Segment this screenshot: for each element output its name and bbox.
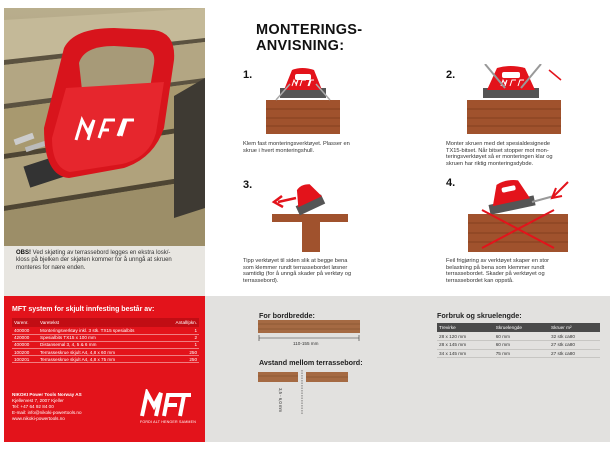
step-1-illustration [262,66,344,138]
text-line: skrue i hvert monteringshull. [243,147,315,154]
table-row [12,349,199,356]
board-distance-value: 3,5 - 6,0 mm [278,388,283,413]
cell: 1 [167,341,199,348]
text-line: terrassebord). [243,278,279,285]
page-title-line-1: MONTERINGS- [256,22,363,38]
board-width-title: For bordbredde: [259,311,315,320]
obs-line-3: monteres for nære enden. [16,264,86,271]
text-line: terrassebordet kan oppstå. [446,278,514,285]
system-header-qty: Antall/pkn. [167,318,199,327]
step-2-text [446,141,553,168]
table-row [437,332,600,341]
board-distance-illustration [258,370,348,418]
text-line: Klem fast monteringsverktøyet. Plasser en [243,141,350,147]
table-row [12,334,199,341]
consumption-header-wood: Trevirke [437,323,494,332]
cell: 60 mm [494,332,549,341]
cell: 32 stk ca80 [549,332,600,341]
text-line: teringsverktøyet så er monteringen klar og [446,154,553,161]
cell: 27 stk ca80 [549,349,600,358]
cell: Terrasseskrue skjult A4, 4,8 x 60 mm [38,349,167,356]
system-panel [4,296,205,442]
consumption-title: Forbruk og skruelengde: [437,311,522,320]
step-2-number: 2. [446,69,456,81]
cell: Spesialbits TX15 x 100 mm [38,334,167,341]
cell: 400000 [12,341,38,348]
table-row [12,341,199,348]
page-title [256,22,362,54]
cell: 100200 [12,349,38,356]
system-table-header [12,318,199,327]
company-website[interactable]: www.nikoki-powertools.no [12,416,65,421]
step-4-illustration [462,176,582,254]
cell: 60 mm [494,341,549,350]
board-width-illustration [258,320,360,334]
consumption-table [437,323,600,358]
cell: 420000 [12,334,38,341]
text-line: samtidig (for å unngå skader på verktøy og [243,271,352,278]
cell: 250 [167,349,199,356]
table-row [437,349,600,358]
step-3-illustration [270,176,350,254]
cell: Terrasseskrue skjult A4, 4,8 x 75 mm [38,356,167,363]
logo-slogan: FORDI ALT HENGER SAMMEN [140,420,196,424]
company-email: E-mail: info@nikoki-powertools.no [12,410,82,415]
product-photo [4,8,205,246]
step-4-number: 4. [446,177,456,189]
text-line: skruen har riktig monteringsdybde. [446,161,534,168]
cell: 100201 [12,356,38,363]
obs-note [4,246,205,296]
obs-line-1: Ved skjøting av terrassebord legges en ekstra losk/- [31,250,171,256]
step-3-number: 3. [243,179,253,191]
cell: 1 [167,327,199,334]
step-1-number: 1. [243,69,253,81]
consumption-header-screws-per-m2: Skruer m² [549,323,600,332]
system-header-description: Varetekst [38,318,167,327]
board-width-value: 110-155 mm [293,341,319,346]
company-phone: Tel: +47 64 92 84 00 [12,404,54,409]
step-2-illustration [465,64,565,138]
cell: 34 x 145 mm [437,349,494,358]
cell: 28 x 120 mm [437,332,494,341]
text-line: Monter skruen med det spesialdesignede [446,141,551,147]
text-line: Tipp verktøyet til siden slik at begge bena [243,258,348,264]
table-row [12,327,199,334]
text-line: TX15-bitset. Når bitset stopper mot mon- [446,147,549,154]
cell: 2 [167,334,199,341]
consumption-header-screw-length: Skruelengde [494,323,549,332]
cell: Monteringsverktøy inkl. 3 stk. TX15 spesialbits [38,327,167,334]
page-title-line-2: ANVISNING: [256,38,345,54]
table-row [12,356,199,363]
company-name: NIKOKI Power Tools Norway AS [12,392,82,397]
obs-label: OBS! [16,250,31,256]
system-table [12,318,199,363]
table-row [437,341,600,350]
consumption-table-header [437,323,600,332]
text-line: som klemmer rundt terrassebordet løsner [243,264,348,271]
board-distance-title: Avstand mellom terrassebord: [259,358,363,367]
step-3-text [243,258,351,285]
cell: Distansemal 3, 4, 5 & 6 mm [38,341,167,348]
company-address: Kjellervest 7, 2007 Kjeller [12,398,64,403]
mft-logo [139,389,195,419]
cell: 28 x 145 mm [437,341,494,350]
cell: 250 [167,356,199,363]
step-1-text [243,141,350,154]
cell: 400000 [12,327,38,334]
cell: 75 mm [494,349,549,358]
obs-line-2: kloss på bjelken der skjøten kommer for å unngå at skruen [16,257,172,264]
system-title: MFT system for skjult innfesting består av: [12,306,155,313]
company-info [12,392,82,422]
text-line: belastning på bena som klemmer rundt [446,264,545,271]
step-4-text [446,258,549,285]
system-header-item-no: Varenr. [12,318,38,327]
text-line: Feil frigjøring av verktøyet skaper en stor [446,258,550,264]
cell: 27 stk ca80 [549,341,600,350]
text-line: terrassebordet. Skader på verktøyet og [446,271,545,278]
